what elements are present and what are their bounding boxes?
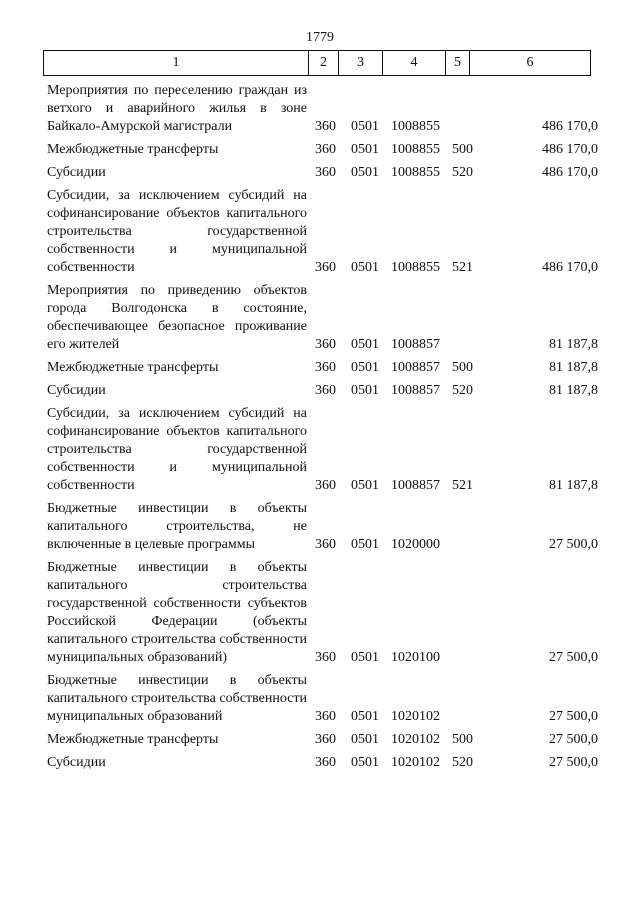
table-row bbox=[0, 282, 640, 354]
row-description: Субсидии bbox=[47, 383, 106, 398]
column-header-table bbox=[43, 50, 591, 76]
row-col4: 1020102 bbox=[391, 755, 440, 770]
column-header-6: 6 bbox=[470, 51, 591, 76]
row-col3: 0501 bbox=[351, 732, 379, 747]
table-row bbox=[0, 82, 640, 136]
row-col2: 360 bbox=[315, 165, 336, 180]
row-col5: 520 bbox=[452, 383, 473, 398]
row-col5: 500 bbox=[452, 732, 473, 747]
row-amount: 81 187,8 bbox=[549, 360, 598, 375]
row-amount: 486 170,0 bbox=[542, 142, 598, 157]
row-col4: 1020102 bbox=[391, 732, 440, 747]
row-description: Мероприятия по приведению объектов города Волгодонска в состояние, обеспечивающее безопасное проживание его жителей bbox=[47, 283, 307, 352]
row-col2: 360 bbox=[315, 478, 336, 493]
row-col5: 520 bbox=[452, 165, 473, 180]
row-col4: 1008855 bbox=[391, 119, 440, 134]
table-row bbox=[0, 187, 640, 277]
row-description: Субсидии, за исключением субсидий на софинансирование объектов капитального строительства государственной собственности и муниципальной собственности bbox=[47, 188, 307, 275]
row-col2: 360 bbox=[315, 119, 336, 134]
row-description: Субсидии bbox=[47, 755, 106, 770]
row-amount: 486 170,0 bbox=[542, 119, 598, 134]
table-row bbox=[0, 382, 640, 400]
row-col3: 0501 bbox=[351, 119, 379, 134]
row-description: Субсидии, за исключением субсидий на софинансирование объектов капитального строительства государственной собственности и муниципальной собственности bbox=[47, 406, 307, 493]
column-header-5: 5 bbox=[446, 51, 470, 76]
row-amount: 486 170,0 bbox=[542, 165, 598, 180]
row-col4: 1008855 bbox=[391, 260, 440, 275]
table-row bbox=[0, 500, 640, 554]
table-row bbox=[0, 141, 640, 159]
row-col4: 1008855 bbox=[391, 165, 440, 180]
row-amount: 27 500,0 bbox=[549, 537, 598, 552]
row-col3: 0501 bbox=[351, 709, 379, 724]
row-amount: 27 500,0 bbox=[549, 732, 598, 747]
row-col5: 521 bbox=[452, 260, 473, 275]
table-row bbox=[0, 405, 640, 495]
row-col4: 1020000 bbox=[391, 537, 440, 552]
row-amount: 81 187,8 bbox=[549, 337, 598, 352]
column-header-1: 1 bbox=[44, 51, 309, 76]
row-amount: 27 500,0 bbox=[549, 650, 598, 665]
table-row bbox=[0, 164, 640, 182]
row-col4: 1008857 bbox=[391, 478, 440, 493]
row-col3: 0501 bbox=[351, 337, 379, 352]
row-col2: 360 bbox=[315, 732, 336, 747]
row-col4: 1020102 bbox=[391, 709, 440, 724]
row-description: Бюджетные инвестиции в объекты капитального строительства государственной собственности субъектов Российской Федерации (объекты капитального строительства собственности муниципальных образований) bbox=[47, 560, 307, 665]
page-number: 1779 bbox=[306, 30, 334, 45]
row-col3: 0501 bbox=[351, 383, 379, 398]
row-col2: 360 bbox=[315, 337, 336, 352]
row-description: Мероприятия по переселению граждан из ветхого и аварийного жилья в зоне Байкало-Амурской магистрали bbox=[47, 83, 307, 134]
row-col4: 1020100 bbox=[391, 650, 440, 665]
row-amount: 27 500,0 bbox=[549, 709, 598, 724]
table-row bbox=[0, 559, 640, 667]
row-description: Межбюджетные трансферты bbox=[47, 360, 219, 375]
row-col3: 0501 bbox=[351, 165, 379, 180]
row-amount: 81 187,8 bbox=[549, 383, 598, 398]
row-amount: 486 170,0 bbox=[542, 260, 598, 275]
row-col3: 0501 bbox=[351, 260, 379, 275]
row-col3: 0501 bbox=[351, 537, 379, 552]
row-description: Бюджетные инвестиции в объекты капитального строительства, не включенные в целевые программы bbox=[47, 501, 307, 552]
row-col5: 521 bbox=[452, 478, 473, 493]
row-col2: 360 bbox=[315, 537, 336, 552]
column-header-3: 3 bbox=[339, 51, 383, 76]
table-row bbox=[0, 754, 640, 772]
row-col2: 360 bbox=[315, 650, 336, 665]
table-row bbox=[0, 672, 640, 726]
row-col5: 500 bbox=[452, 360, 473, 375]
row-col2: 360 bbox=[315, 142, 336, 157]
row-amount: 27 500,0 bbox=[549, 755, 598, 770]
row-col5: 500 bbox=[452, 142, 473, 157]
table-row bbox=[0, 731, 640, 749]
row-description: Субсидии bbox=[47, 165, 106, 180]
row-col5: 520 bbox=[452, 755, 473, 770]
row-col3: 0501 bbox=[351, 650, 379, 665]
row-amount: 81 187,8 bbox=[549, 478, 598, 493]
row-col4: 1008857 bbox=[391, 383, 440, 398]
row-col4: 1008857 bbox=[391, 337, 440, 352]
row-description: Межбюджетные трансферты bbox=[47, 142, 219, 157]
row-col2: 360 bbox=[315, 709, 336, 724]
row-col3: 0501 bbox=[351, 755, 379, 770]
row-col4: 1008857 bbox=[391, 360, 440, 375]
budget-rows bbox=[0, 82, 640, 777]
row-col2: 360 bbox=[315, 383, 336, 398]
row-col3: 0501 bbox=[351, 142, 379, 157]
column-header-row bbox=[44, 51, 591, 76]
row-col2: 360 bbox=[315, 755, 336, 770]
row-col3: 0501 bbox=[351, 360, 379, 375]
row-description: Бюджетные инвестиции в объекты капитального строительства собственности муниципальных образований bbox=[47, 673, 307, 724]
column-header-2: 2 bbox=[309, 51, 339, 76]
row-description: Межбюджетные трансферты bbox=[47, 732, 219, 747]
row-col4: 1008855 bbox=[391, 142, 440, 157]
row-col2: 360 bbox=[315, 360, 336, 375]
row-col2: 360 bbox=[315, 260, 336, 275]
column-header-4: 4 bbox=[383, 51, 446, 76]
row-col3: 0501 bbox=[351, 478, 379, 493]
table-row bbox=[0, 359, 640, 377]
